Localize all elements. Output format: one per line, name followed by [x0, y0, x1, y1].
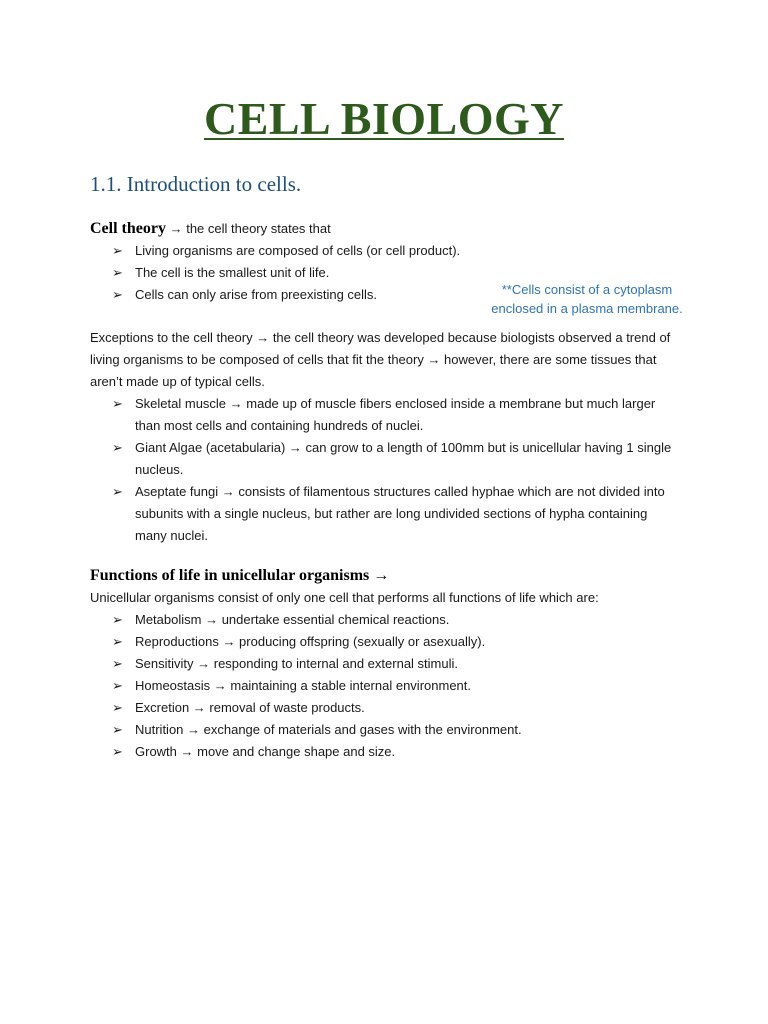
- list-item: [90, 631, 690, 653]
- arrow-bullet-icon: ➢: [112, 265, 123, 280]
- side-note-line: **Cells consist of a cytoplasm: [501, 282, 673, 297]
- functions-list: [90, 609, 690, 763]
- list-item-text: Cells can only arise from preexisting cells.: [135, 287, 378, 302]
- arrow-bullet-icon: ➢: [112, 484, 123, 499]
- list-item: [90, 675, 690, 697]
- list-item-text: Living organisms are composed of cells (or cell product).: [135, 243, 461, 258]
- functions-intro: Unicellular organisms consist of only one cell that performs all functions of life which are:: [90, 590, 599, 605]
- cell-theory-intro: → the cell theory states that: [165, 221, 331, 236]
- arrow-bullet-icon: ➢: [112, 243, 123, 258]
- arrow-bullet-icon: ➢: [112, 722, 123, 737]
- arrow-bullet-icon: ➢: [112, 396, 123, 411]
- functions-heading: Functions of life in unicellular organisms →: [90, 567, 390, 584]
- side-note-line: enclosed in a plasma membrane.: [491, 301, 683, 316]
- cell-theory-term: Cell theory: [90, 220, 166, 237]
- side-note: [482, 280, 692, 318]
- exceptions-list: [90, 393, 682, 547]
- cell-theory-line: [90, 218, 690, 240]
- list-item-text: Reproductions → producing offspring (sexually or asexually).: [135, 634, 486, 649]
- document-title: CELL BIOLOGY: [203, 93, 565, 144]
- arrow-bullet-icon: ➢: [112, 656, 123, 671]
- list-item-text: The cell is the smallest unit of life.: [135, 265, 330, 280]
- list-item-text: Excretion → removal of waste products.: [135, 700, 365, 715]
- list-item-text: Giant Algae (acetabularia) → can grow to a length of 100mm but is unicellular having 1 single nucleus.: [135, 440, 672, 477]
- arrow-bullet-icon: ➢: [112, 634, 123, 649]
- arrow-bullet-icon: ➢: [112, 440, 123, 455]
- arrow-bullet-icon: ➢: [112, 678, 123, 693]
- list-item-text: Homeostasis → maintaining a stable internal environment.: [135, 678, 472, 693]
- exceptions-block: [90, 327, 682, 547]
- list-item: [90, 437, 682, 481]
- list-item-text: Aseptate fungi → consists of filamentous structures called hyphae which are not divided into subunits with a single nucleus, but rather are long undivided sections of hypha containing many nuclei.: [135, 484, 665, 543]
- list-item-text: Skeletal muscle → made up of muscle fibers enclosed inside a membrane but much larger than most cells and containing hundreds of nuclei.: [135, 396, 656, 433]
- list-item: [90, 697, 690, 719]
- arrow-bullet-icon: ➢: [112, 612, 123, 627]
- list-item: [90, 719, 690, 741]
- list-item-text: Sensitivity → responding to internal and external stimuli.: [135, 656, 458, 671]
- arrow-bullet-icon: ➢: [112, 744, 123, 759]
- list-item: [90, 481, 682, 547]
- list-item: [90, 741, 690, 763]
- list-item: [90, 609, 690, 631]
- exceptions-paragraph: Exceptions to the cell theory → the cell theory was developed because biologists observed a trend of living organisms to be composed of cells that fit the theory → however, there are some tissues that aren’t made up of typical cells.: [90, 330, 671, 389]
- section-heading: 1.1. Introduction to cells.: [90, 172, 302, 196]
- list-item: [90, 653, 690, 675]
- list-item-text: Growth → move and change shape and size.: [135, 744, 396, 759]
- arrow-bullet-icon: ➢: [112, 700, 123, 715]
- list-item: [90, 240, 690, 262]
- list-item-text: Metabolism → undertake essential chemical reactions.: [135, 612, 450, 627]
- functions-block: [90, 565, 690, 763]
- arrow-bullet-icon: ➢: [112, 287, 123, 302]
- list-item: [90, 393, 682, 437]
- list-item-text: Nutrition → exchange of materials and gases with the environment.: [135, 722, 522, 737]
